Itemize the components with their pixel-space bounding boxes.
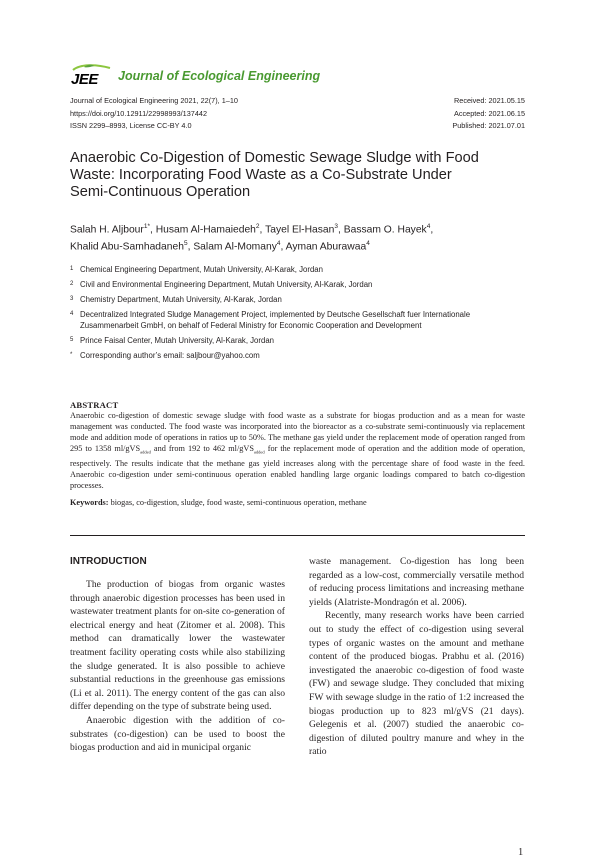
author-affiliation-mark: 4 (366, 240, 370, 248)
keywords (70, 497, 525, 508)
author-affiliation-mark: 5 (183, 240, 188, 248)
affiliation-text: Civil and Environmental Engineering Department, Mutah University, Al-Karak, Jordan (80, 280, 373, 289)
issn-license: ISSN 2299–8993, License CC-BY 4.0 (70, 121, 192, 130)
author-affiliation-mark: 4 (276, 240, 281, 248)
received-date: Received: 2021.05.15 (454, 96, 525, 105)
author-name: Bassam O. Hayek (343, 224, 427, 236)
paragraph: Anaerobic digestion with the addition of co-substrates (co-digestion) can be used to boost the biogas production and aid in municipal organic (70, 714, 285, 754)
journal-logo (70, 64, 114, 86)
abstract-part-3: for the replacement mode of operation and the addition mode of operation, respectively. The results indicate that the methane gas yield increases along with the percentage share of food waste in the feed. Anaerobic co-digestion under semi-continuous operation enabled handling large organic loadings compared to batch co-digestion processes. (70, 444, 526, 491)
affiliation-mark: 2 (70, 281, 74, 287)
abstract-text (70, 410, 525, 491)
affiliation-item (70, 264, 510, 275)
keywords-label: Keywords: (70, 498, 109, 508)
author-affiliation-mark: 3 (334, 223, 338, 230)
page-number: 1 (518, 847, 524, 858)
author-affiliation-mark: 4 (426, 223, 431, 230)
affiliation-item (70, 350, 510, 361)
authors-line-2: Khalid Abu-Samhadaneh$^5$, Salam Al-Momany$^4$, Ayman Aburawaa$^4$ (70, 240, 370, 253)
affiliation-mark: 5 (70, 337, 74, 343)
paragraph: The production of biogas from organic wastes through anaerobic digestion processes has been used in wastewater treatment plants for on-site co-generation of electrical energy and heat (Zitomer et al. 2008). This method can dramatically lower the wastewater treatment facility operating costs while also stabilizing the sludge generated. It is also possible to achieve substantial reductions in the greenhouse gas emissions (Li et al. 2011). The energy content of the gas can also differ depending on the type of substrate being used. (70, 579, 285, 713)
affiliation-item (70, 279, 510, 290)
right-column (309, 555, 524, 759)
doi-link[interactable]: https://doi.org/10.12911/22998993/137442 (70, 109, 208, 118)
accepted-date: Accepted: 2021.06.15 (454, 109, 525, 118)
article-title: Anaerobic Co-Digestion of Domestic Sewage Sludge with Food Waste: Incorporating Food Waste as a Co-Substrate Under Semi-Continuous Operation (70, 150, 479, 200)
affiliation-item (70, 294, 510, 305)
section-heading-introduction: INTRODUCTION (70, 556, 147, 567)
affiliation-text[interactable]: Corresponding author’s email: saljbour@yahoo.com (80, 351, 260, 360)
affiliation-text: Chemistry Department, Mutah University, Al-Karak, Jordan (80, 295, 282, 304)
affiliation-mark: * (70, 352, 73, 358)
affiliation-text: Decentralized Integrated Sludge Management Project, implemented by Deutsche Gesellschaft fuer Internationale Zusammenarbeit GmbH, on behalf of Federal Ministry for Economic Cooperation and Development (80, 310, 471, 330)
abstract-part-1: Anaerobic co-digestion of domestic sewage sludge with food waste as a substrate for biogas production and as a mean for waste management was conducted. The food waste was incorporated into the bioreactor as a co-substrate semi-continuously via replacement mode and addition mode of operations in ratios up to 50%. The methane gas yield under the replacement mode of operation ranged from 295 to 1358 ml/gVS (70, 411, 525, 454)
affiliation-item (70, 335, 510, 346)
author-list (70, 220, 510, 255)
paragraph: waste management. Co-digestion has long been regarded as a low-cost, commercially versatile method of reducing process limitations and increasing methane yields (Alatriste-Mondragón et al. 2006). (309, 556, 524, 608)
citation: Journal of Ecological Engineering 2021, 22(7), 1–10 (70, 96, 238, 105)
author-name: Salam Al-Momany (193, 241, 277, 253)
abstract-subscript-2: added (253, 449, 265, 455)
abstract (70, 400, 525, 508)
published-date: Published: 2021.07.01 (452, 121, 525, 130)
section-divider (70, 535, 525, 536)
paragraph: Recently, many research works have been carried out to study the effect of co-digestion using several types of organic wastes on the amount and methane content of the produced biogas. Prabhu et al. (2016) investigated the anaerobic co-digestion of food waste (FW) and sewage sludge. They concluded that mixing FW with sewage sludge in the ratio of 1:2 increased the biogas production up to 823 ml/gVS (21 days). Gelegenis et al. (2007) studied the anaerobic co-digestion of diluted poultry manure and whey in the ratio (309, 610, 524, 758)
author-name: Ayman Aburawaa (285, 241, 367, 253)
affiliation-mark: 3 (70, 296, 74, 302)
author-affiliation-mark: 2 (255, 223, 260, 230)
authors-line-1: Salah H. Aljbour$^{1*}$, Husam Al-Hamaiedeh$^2$, Tayel El-Hasan$^3$, Bassam O. Hayek$^4$, (70, 223, 434, 236)
author-name: Khalid Abu-Samhadaneh (70, 241, 184, 253)
author-name: Salah H. Aljbour (70, 224, 144, 236)
affiliation-mark: 4 (70, 311, 74, 317)
affiliation-item (70, 309, 510, 331)
affiliation-text: Chemical Engineering Department, Mutah University, Al-Karak, Jordan (80, 265, 323, 274)
abstract-subscript-1: added (140, 449, 151, 455)
leaf-logo-icon (70, 64, 114, 86)
logo-text: JEE (71, 71, 98, 86)
abstract-heading: ABSTRACT (70, 400, 119, 410)
affiliation-mark: 1 (70, 266, 74, 272)
keywords-list: biogas, co-digestion, sludge, food waste, semi-continuous operation, methane (108, 498, 367, 508)
affiliations (70, 264, 510, 365)
author-affiliation-mark: 1* (143, 223, 150, 230)
abstract-part-2: and from 192 to 462 ml/gVS (150, 444, 254, 454)
author-name: Husam Al-Hamaiedeh (155, 224, 256, 236)
affiliation-text: Prince Faisal Center, Mutah University, Al-Karak, Jordan (80, 336, 274, 345)
journal-name: Journal of Ecological Engineering (118, 69, 321, 83)
left-column (70, 578, 285, 755)
author-name: Tayel El-Hasan (265, 224, 335, 236)
